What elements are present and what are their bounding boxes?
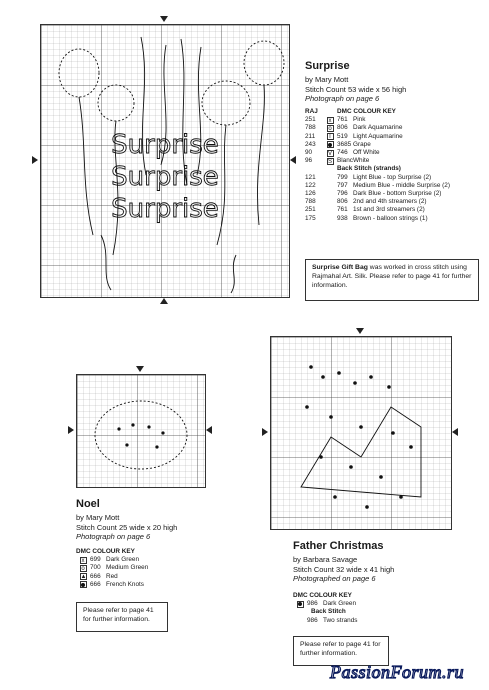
noel-key-header: DMC COLOUR KEY [76,548,135,555]
colour-name: Pink [353,116,366,124]
backstitch-row [305,182,485,190]
father-key-header: DMC COLOUR KEY [293,592,352,599]
dmc-number: 806 [337,198,348,206]
colour-name: Red [106,572,118,580]
father-stitch-count: Stitch Count 32 wide x 41 high [293,564,395,574]
surprise-colour-key [305,108,485,223]
colour-name: 2nd and 4th streamers (2) [353,198,427,206]
raj-number: 126 [305,190,316,198]
key-symbol-icon: x [328,117,332,124]
dmc-number: 519 [337,132,348,140]
noel-colour-key [76,548,196,589]
surprise-designer: by Mary Mott [305,75,349,84]
noel-meta [76,513,177,542]
surprise-chart-word-1: Surprise [111,130,219,160]
surprise-photo-ref: Photograph on page 6 [305,94,380,103]
father-backstitch-label: Back Stitch [311,608,346,616]
dmc-number: 666 [90,580,101,588]
dmc-number: 806 [337,124,348,132]
raj-number: 243 [305,140,316,148]
key-row [305,116,485,124]
key-row [76,581,196,589]
surprise-chart [40,24,290,298]
colour-name: Dark Green [323,600,357,608]
raj-number: 122 [305,181,316,189]
colour-name: Off White [353,149,380,157]
colour-name: Brown - balloon strings (1) [353,214,428,222]
father-center-marker-left [262,428,268,436]
father-christmas-meta [293,555,394,584]
noel-center-marker-top [136,366,144,372]
dmc-number: 938 [337,214,348,222]
surprise-backstitch-label: Back Stitch (strands) [337,165,401,173]
raj-number: 788 [305,124,316,132]
noel-stitch-count: Stitch Count 25 wide x 20 high [76,522,178,532]
key-row [305,124,485,132]
raj-number: 788 [305,198,316,206]
dmc-number: 746 [337,149,348,157]
father-colour-key [293,592,413,625]
backstitch-row [305,190,485,198]
noel-designer: by Mary Mott [76,513,120,522]
key-symbol-icon [297,601,304,608]
surprise-center-marker-right [290,156,296,164]
dmc-header: DMC COLOUR KEY [337,108,396,115]
raj-number: 175 [305,214,316,222]
dmc-number: 761 [337,116,348,124]
colour-name: 1st and 3rd streamers (2) [353,206,425,214]
backstitch-row [305,198,485,206]
colour-name: White [353,157,370,165]
surprise-chart-word-2: Surprise [111,162,219,192]
surprise-note-bold: Surprise Gift Bag [312,264,368,271]
father-designer: by Barbara Savage [293,555,358,564]
key-symbol-icon [80,581,87,588]
backstitch-row [305,206,485,214]
dmc-number: 699 [90,556,101,564]
colour-name: Medium Green [106,564,149,572]
key-symbol-icon: I [327,133,334,140]
surprise-note-text: was worked in cross stitch using Rajmahal Art. Silk. Please refer to page 41 for further information. [312,264,472,289]
dmc-number: 3685 [337,140,352,148]
key-symbol-icon: o [81,566,85,572]
colour-name: Dark Blue - bottom Surprise (2) [353,190,442,198]
key-row [293,600,413,608]
colour-name: Dark Green [106,556,140,564]
dmc-number: 799 [337,173,348,181]
surprise-chart-graphic [41,25,289,297]
surprise-center-marker-top [160,16,168,22]
noel-center-marker-right [206,426,212,434]
dmc-number: 797 [337,181,348,189]
father-center-marker-right [452,428,458,436]
noel-center-marker-left [68,426,74,434]
noel-photo-ref: Photograph on page 6 [76,532,151,541]
dmc-number: 796 [337,190,348,198]
father-christmas-title: Father Christmas [293,540,384,552]
surprise-meta [305,75,406,104]
key-symbol-icon: o [328,126,332,132]
noel-note: Please refer to page 41 for further information. [76,602,168,632]
backstitch-row [305,215,485,223]
colour-name: French Knots [106,580,145,588]
surprise-note [305,259,479,301]
father-christmas-chart-graphic [271,337,451,529]
watermark: PassionForum.ru [330,662,465,682]
colour-name: Medium Blue - middle Surprise (2) [353,181,450,189]
key-row [305,157,485,165]
dmc-number: 986 [307,600,318,608]
father-photo-ref: Photographed on page 6 [293,574,376,583]
key-symbol-icon: ▲ [80,574,87,581]
raj-number: 96 [305,157,313,165]
surprise-key-header [305,108,485,116]
backstitch-row [293,617,413,625]
father-christmas-chart [270,336,452,530]
surprise-title: Surprise [305,60,350,72]
raj-number: 121 [305,173,316,181]
colour-name: Dark Aquamarine [353,124,403,132]
noel-title: Noel [76,498,100,510]
key-row [76,564,196,572]
key-symbol-icon: S [327,158,332,165]
backstitch-row [305,174,485,182]
key-symbol-icon: V [327,150,332,157]
key-symbol-icon [327,141,334,148]
key-row [305,149,485,157]
dmc-number: 761 [337,206,348,214]
dmc-number: 666 [90,572,101,580]
key-row [76,556,196,564]
surprise-stitch-count: Stitch Count 53 wide x 56 high [305,84,407,94]
key-row [305,133,485,141]
raj-header: RAJ [305,108,318,115]
surprise-center-marker-left [32,156,38,164]
raj-number: 90 [305,149,313,157]
key-row [76,573,196,581]
surprise-center-marker-bottom [160,298,168,304]
father-note: Please refer to page 41 for further information. [293,636,389,666]
noel-chart [76,374,206,488]
key-row [305,141,485,149]
colour-name: Two strands [323,616,358,624]
dmc-number: 700 [90,564,101,572]
colour-name: Light Aquamarine [353,132,403,140]
colour-name: Light Blue - top Surprise (2) [353,173,432,181]
raj-number: 211 [305,132,316,140]
dmc-number: 986 [307,616,318,624]
key-symbol-icon: x [81,557,85,564]
father-center-marker-top [356,328,364,334]
surprise-chart-word-3: Surprise [111,194,219,224]
colour-name: Grape [353,140,371,148]
noel-chart-graphic [77,375,205,487]
raj-number: 251 [305,206,316,214]
raj-number: 251 [305,116,316,124]
dmc-number: Blanc [337,157,353,165]
